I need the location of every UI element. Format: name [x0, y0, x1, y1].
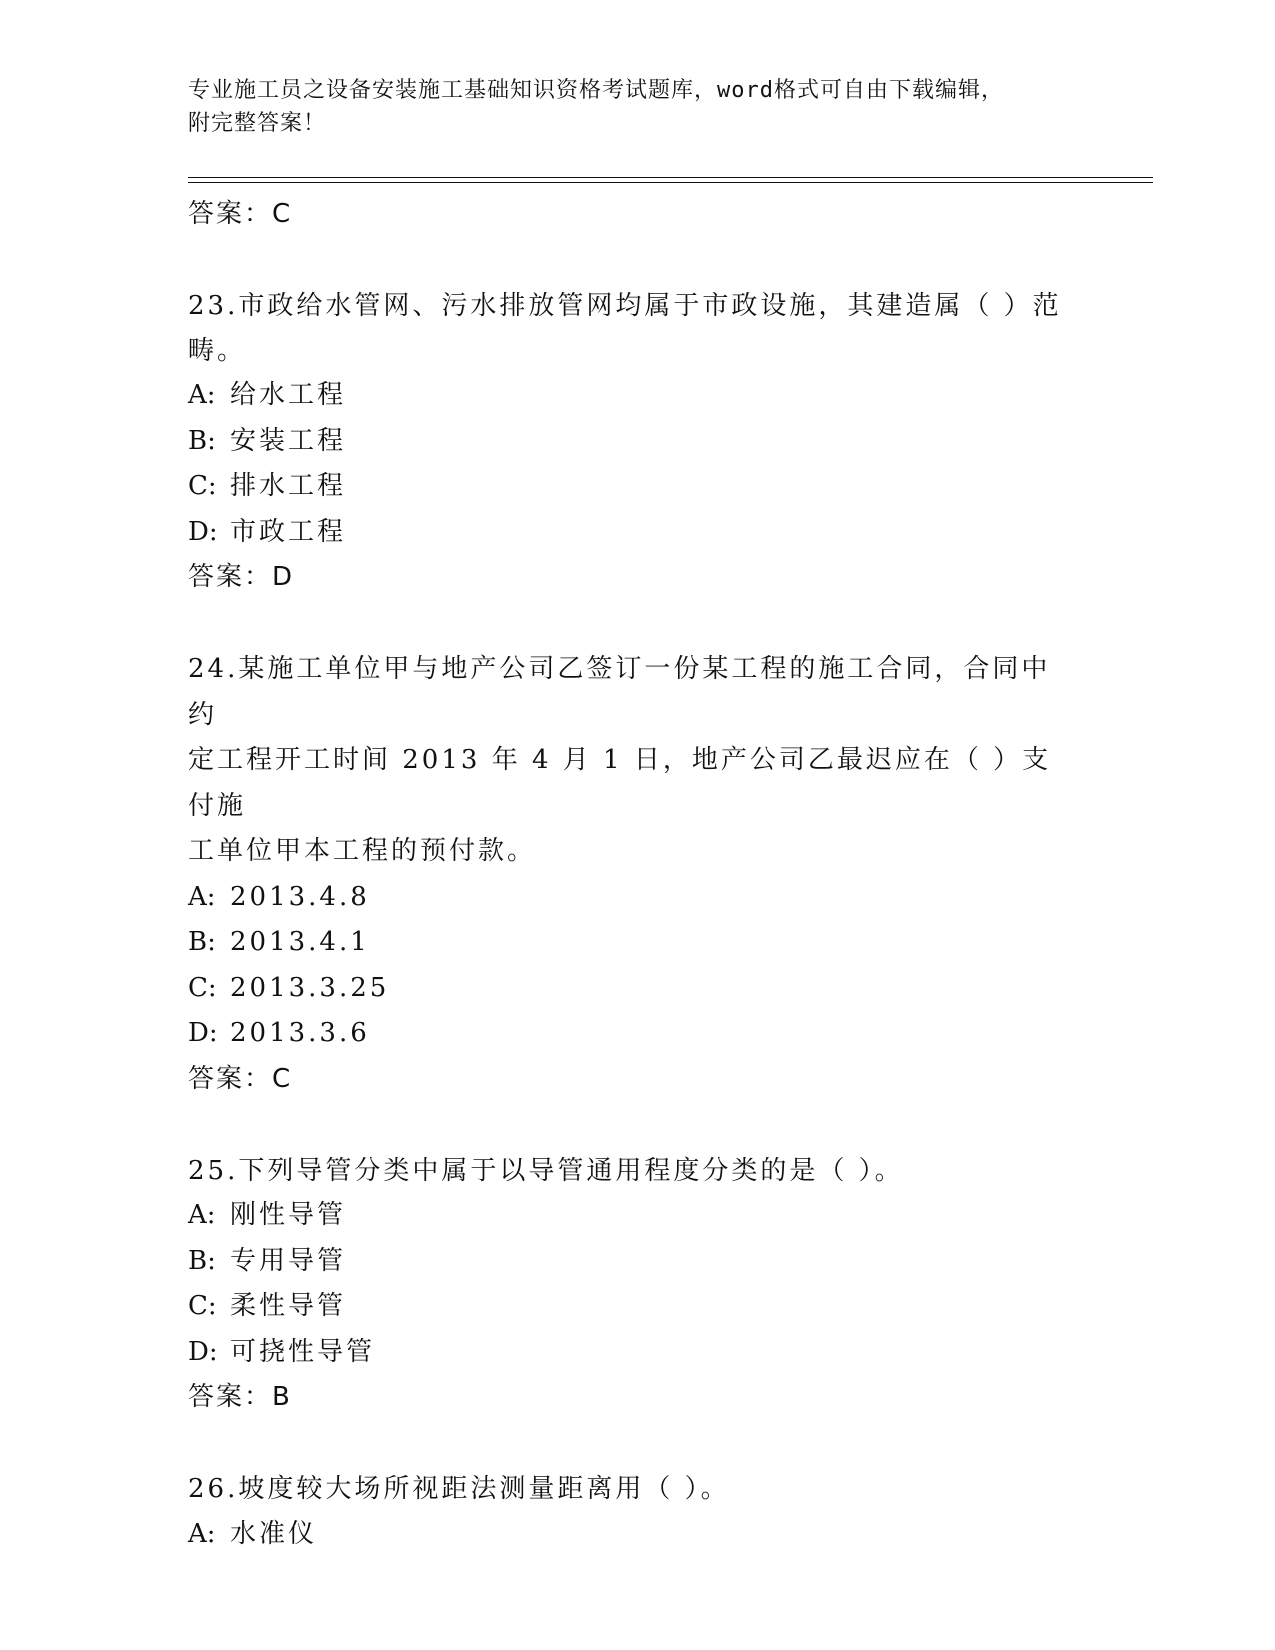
option-text: 2013.4.8	[230, 881, 370, 912]
option-a	[188, 875, 1088, 921]
question-text-line: 畴。	[188, 335, 247, 366]
answer-label: 答案：	[188, 199, 273, 229]
option-key: C:	[188, 471, 217, 501]
option-c	[188, 464, 1088, 510]
answer-value: C	[272, 1063, 293, 1094]
question-text	[188, 1149, 1068, 1194]
option-key: A:	[188, 881, 216, 912]
option-key: C:	[188, 972, 217, 1003]
option-a	[188, 1512, 1088, 1558]
header-divider-top	[188, 177, 1153, 178]
answer-line	[188, 1375, 1088, 1420]
question-text-line: 26.坡度较大场所视距法测量距离用（ ）。	[188, 1474, 730, 1504]
option-d	[188, 1011, 1088, 1057]
option-key: B:	[188, 425, 216, 456]
option-text: 排水工程	[230, 471, 347, 501]
option-text: 2013.3.6	[230, 1018, 370, 1048]
option-key: C:	[188, 1291, 217, 1321]
answer-value: B	[272, 1382, 292, 1412]
option-key: A:	[188, 380, 216, 410]
option-text: 专用导管	[230, 1245, 347, 1276]
option-key: B:	[188, 927, 216, 957]
option-key: A:	[188, 1518, 216, 1549]
option-text: 刚性导管	[230, 1200, 347, 1230]
answer-line	[188, 1057, 1088, 1102]
question-text	[188, 647, 1068, 875]
option-key: B:	[188, 1245, 216, 1276]
option-a	[188, 1193, 1088, 1239]
answer-line	[188, 192, 1088, 237]
question-text	[188, 1467, 1068, 1512]
option-b	[188, 419, 1088, 465]
answer-value: C	[272, 199, 293, 229]
option-text: 水准仪	[230, 1518, 318, 1549]
question-text-line: 25.下列导管分类中属于以导管通用程度分类的是（ ）。	[188, 1155, 904, 1186]
question-text-line: 23.市政给水管网、污水排放管网均属于市政设施，其建造属（ ）范	[188, 291, 1062, 321]
option-key: D:	[188, 516, 218, 547]
answer-line	[188, 555, 1088, 600]
option-b	[188, 920, 1088, 966]
option-text: 可挠性导管	[230, 1336, 376, 1367]
header-line-1: 专业施工员之设备安装施工基础知识资格考试题库，word格式可自由下载编辑，	[188, 78, 1004, 103]
question-gap	[188, 1102, 1088, 1149]
option-text: 给水工程	[230, 380, 347, 410]
option-a	[188, 373, 1088, 419]
question-26	[188, 1467, 1088, 1557]
question-text-line: 工单位甲本工程的预付款。	[188, 836, 537, 866]
option-b	[188, 1239, 1088, 1285]
page-header	[188, 74, 1068, 140]
option-key: A:	[188, 1200, 216, 1230]
question-gap	[188, 1420, 1088, 1467]
option-c	[188, 966, 1088, 1012]
answer-value: D	[272, 562, 295, 592]
option-key: D:	[188, 1336, 218, 1367]
option-c	[188, 1284, 1088, 1330]
answer-label: 答案：	[188, 1063, 273, 1094]
question-text	[188, 284, 1068, 373]
question-gap	[188, 237, 1088, 284]
question-text-line: 定工程开工时间 2013 年 4 月 1 日，地产公司乙最迟应在（ ）支付施	[188, 745, 1052, 821]
option-text: 安装工程	[230, 425, 347, 456]
header-line-2: 附完整答案！	[188, 111, 327, 136]
answer-label: 答案：	[188, 562, 273, 592]
option-text: 2013.3.25	[230, 972, 390, 1003]
question-23	[188, 284, 1088, 600]
option-key: D:	[188, 1018, 218, 1048]
option-d	[188, 510, 1088, 556]
header-divider-bottom	[188, 182, 1153, 183]
answer-label: 答案：	[188, 1382, 273, 1412]
question-24	[188, 647, 1088, 1102]
option-text: 柔性导管	[230, 1291, 347, 1321]
option-text: 2013.4.1	[230, 927, 370, 957]
question-list	[188, 192, 1088, 1557]
question-gap	[188, 600, 1088, 647]
option-text: 市政工程	[230, 516, 347, 547]
question-text-line: 24.某施工单位甲与地产公司乙签订一份某工程的施工合同，合同中约	[188, 654, 1051, 730]
option-d	[188, 1330, 1088, 1376]
question-25	[188, 1149, 1088, 1421]
